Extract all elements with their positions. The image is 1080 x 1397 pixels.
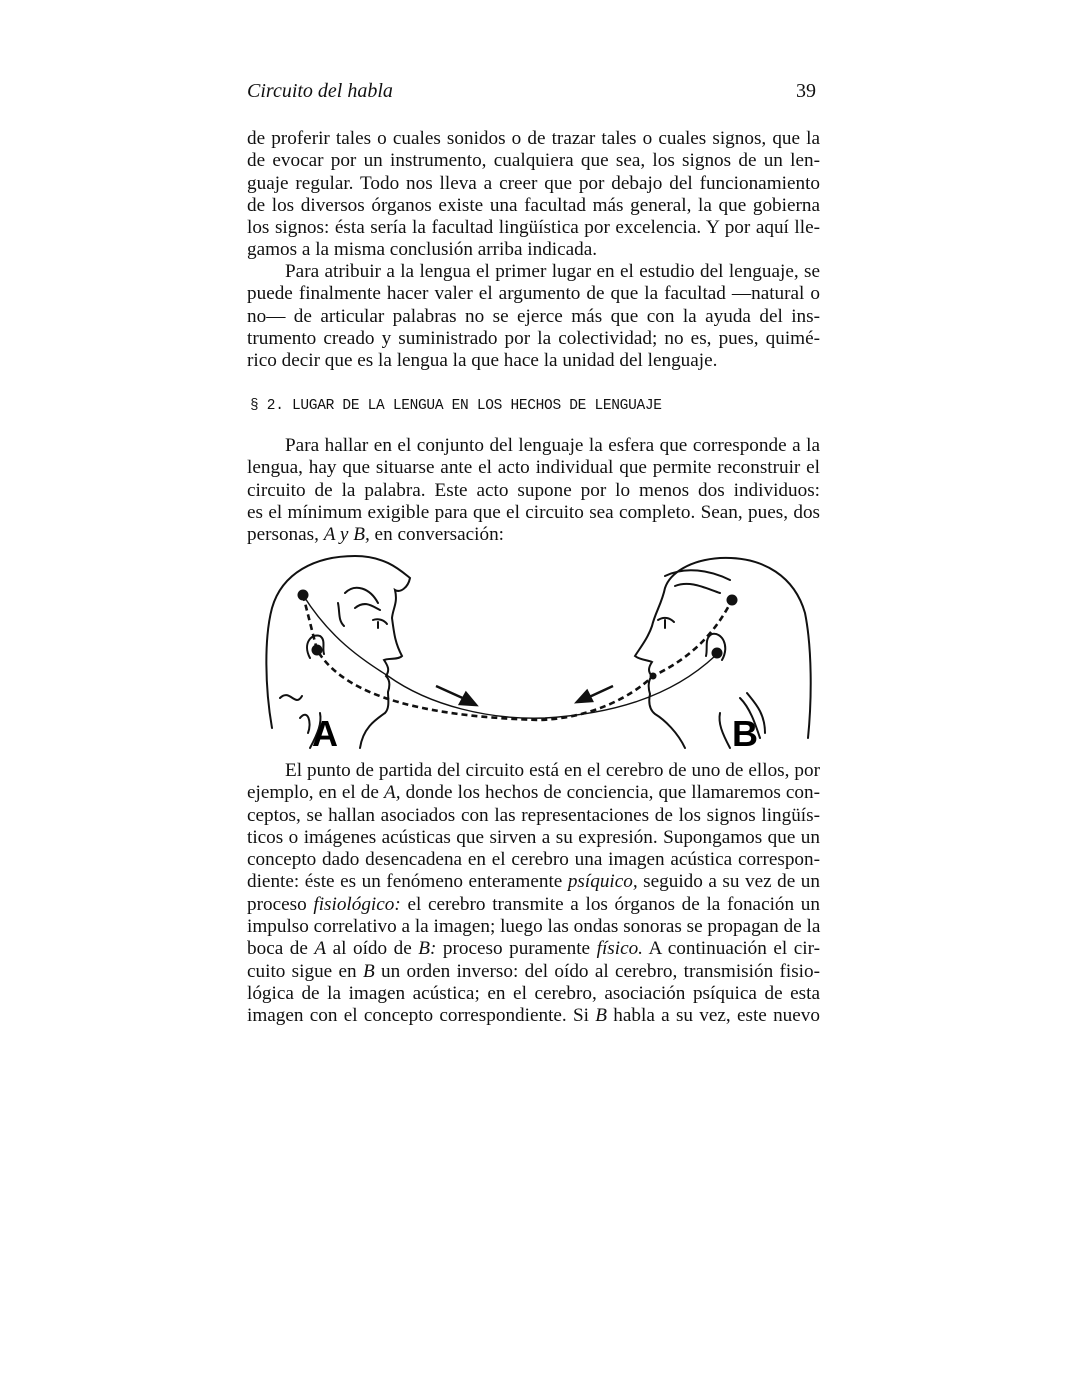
italic-text: A, bbox=[384, 782, 401, 804]
italic-text: físico. bbox=[596, 938, 643, 960]
text-segment: concepto dado desencadena en el cerebro una imagen acústica correspon- bbox=[247, 849, 820, 871]
text-line bbox=[247, 871, 820, 893]
text-segment: ticos o imágenes acústicas que sirven a su expresión. Supongamos que un bbox=[247, 826, 820, 848]
text-segment: cuito sigue en bbox=[247, 960, 363, 982]
text-line bbox=[247, 150, 820, 172]
label-person-b: B bbox=[732, 713, 758, 753]
text-segment: el cerebro transmite a los órganos de la fonación un bbox=[400, 893, 820, 915]
mouth-point-b bbox=[650, 673, 657, 680]
text-segment: un orden inverso: del oído al cerebro, transmisión fisio- bbox=[374, 960, 820, 982]
text-line bbox=[247, 261, 820, 283]
text-segment: no— de articular palabras no se ejerce más que con la ayuda del ins- bbox=[247, 305, 820, 327]
head-a-eye bbox=[373, 619, 387, 628]
text-line bbox=[247, 306, 820, 328]
paragraph-1 bbox=[247, 128, 820, 262]
text-line bbox=[247, 983, 820, 1005]
head-b-outline bbox=[635, 558, 811, 748]
ear-point-b bbox=[712, 648, 723, 659]
text-segment: en conversación: bbox=[369, 524, 505, 546]
text-segment: de proferir tales o cuales sonidos o de trazar tales o cuales signos, que la bbox=[247, 128, 820, 149]
text-segment: imagen con el concepto correspondiente. Si bbox=[247, 1005, 596, 1027]
text-line bbox=[247, 1005, 820, 1027]
paragraph-3 bbox=[247, 435, 820, 546]
italic-text: B bbox=[362, 960, 375, 982]
text-segment: habla a su vez, este nuevo bbox=[607, 1005, 820, 1027]
italic-text: psíquico, bbox=[567, 871, 638, 893]
text-line bbox=[247, 827, 820, 849]
page-number: 39 bbox=[796, 80, 816, 102]
text-segment: seguido a su vez de un bbox=[637, 871, 820, 893]
paragraph-4 bbox=[247, 760, 820, 1028]
text-segment: Para atribuir a la lengua el primer lugar en el estudio del lenguaje, se bbox=[285, 261, 820, 282]
text-line bbox=[247, 524, 820, 546]
text-line bbox=[247, 173, 820, 195]
text-segment: Para hallar en el conjunto del lenguaje la esfera que corresponde a la bbox=[285, 435, 820, 456]
text-segment: puede finalmente hacer valer el argumento de que la facultad —natural o bbox=[247, 283, 820, 305]
text-segment: ejemplo, en el de bbox=[247, 782, 384, 804]
text-line bbox=[247, 328, 820, 350]
brain-point-b bbox=[727, 595, 738, 606]
text-segment: al oído de bbox=[326, 938, 419, 960]
text-line bbox=[247, 350, 820, 372]
dashed-circuit-line bbox=[303, 595, 732, 720]
text-line bbox=[247, 502, 820, 524]
text-segment: diente: éste es un fenómeno enteramente bbox=[247, 871, 568, 893]
paragraph-2 bbox=[247, 261, 820, 372]
text-segment: rico decir que es la lengua la que hace la unidad del lenguaje. bbox=[247, 350, 718, 372]
text-line bbox=[247, 760, 820, 782]
head-a-outline bbox=[266, 556, 410, 748]
text-segment: boca de bbox=[247, 938, 315, 960]
text-segment: impulso correlativo a la imagen; luego las ondas sonoras se propagan de la bbox=[247, 916, 821, 938]
text-line bbox=[247, 128, 820, 150]
text-line bbox=[247, 894, 820, 916]
text-segment: circuito de la palabra. Este acto supone por lo menos dos individuos: bbox=[247, 479, 820, 501]
text-line bbox=[247, 782, 820, 804]
head-b-neck bbox=[719, 713, 730, 748]
text-segment: guaje regular. Todo nos lleva a creer que por debajo del funcionamiento bbox=[247, 172, 820, 194]
text-line bbox=[247, 457, 820, 479]
running-title: Circuito del habla bbox=[247, 80, 393, 102]
text-line bbox=[247, 217, 820, 239]
text-line bbox=[247, 849, 820, 871]
ear-point-a bbox=[312, 645, 323, 656]
solid-circuit-line bbox=[303, 595, 715, 718]
italic-text: A y B, bbox=[323, 524, 370, 546]
speech-circuit-figure bbox=[260, 548, 820, 753]
text-segment: El punto de partida del circuito está en el cerebro de uno de ellos, por bbox=[285, 760, 820, 781]
italic-text: B: bbox=[418, 938, 437, 960]
text-line bbox=[247, 961, 820, 983]
text-segment: ceptos, se hallan asociados con las representaciones de los signos lingüís- bbox=[247, 804, 820, 826]
text-segment: donde los hechos de conciencia, que llamaremos con- bbox=[400, 782, 820, 804]
text-segment: es el mínimum exigible para que el circuito sea completo. Sean, pues, dos bbox=[247, 501, 820, 523]
italic-text: fisiológico: bbox=[313, 893, 401, 915]
text-segment: de los diversos órganos existe una facultad más general, la que gobierna bbox=[247, 194, 820, 216]
label-person-a: A bbox=[312, 713, 338, 753]
brain-point-a bbox=[298, 590, 309, 601]
text-segment: de evocar por un instrumento, cualquiera que sea, los signos de un len- bbox=[247, 150, 820, 172]
text-line bbox=[247, 435, 820, 457]
text-segment: lógica de la imagen acústica; en el cerebro, asociación psíquica de esta bbox=[247, 982, 820, 1004]
text-line bbox=[247, 283, 820, 305]
text-segment: trumento creado y suministrado por la colectividad; no es, pues, quimé- bbox=[247, 327, 820, 349]
text-segment: personas, bbox=[247, 524, 324, 546]
text-line bbox=[247, 195, 820, 217]
text-line bbox=[247, 916, 820, 938]
head-b-eye bbox=[658, 618, 674, 628]
text-segment: lengua, hay que situarse ante el acto individual que permite reconstruir el bbox=[247, 457, 820, 479]
text-line bbox=[247, 805, 820, 827]
text-segment: proceso bbox=[247, 893, 314, 915]
text-line bbox=[247, 938, 820, 960]
text-segment: los signos: ésta sería la facultad lingüística por excelencia. Y por aquí lle- bbox=[247, 217, 820, 239]
section-heading: § 2. LUGAR DE LA LENGUA EN LOS HECHOS DE LENGUAJE bbox=[250, 398, 662, 414]
text-line bbox=[247, 239, 820, 261]
italic-text: B bbox=[595, 1005, 608, 1027]
italic-text: A bbox=[314, 938, 327, 960]
text-line bbox=[247, 480, 820, 502]
text-segment: proceso puramente bbox=[436, 938, 597, 960]
text-segment: A continuación el cir- bbox=[642, 938, 820, 960]
text-segment: gamos a la misma conclusión arriba indicada. bbox=[247, 239, 598, 261]
